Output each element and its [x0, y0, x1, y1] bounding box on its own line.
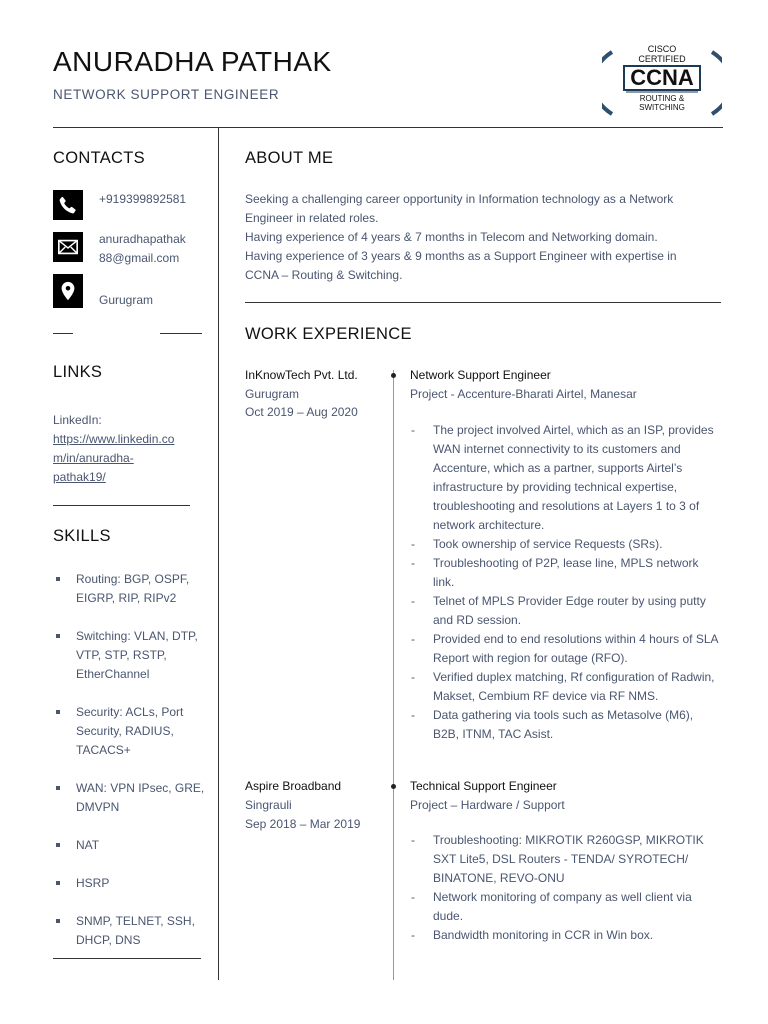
job-project: Project – Hardware / Support — [410, 798, 565, 812]
header-divider — [53, 127, 723, 128]
location-text: Gurugram — [99, 293, 154, 307]
responsibility-item: - Took ownership of service Requests (SRs). — [410, 535, 720, 554]
about-line: Engineer in related roles. — [245, 211, 379, 225]
about-line: Seeking a challenging career opportunity in Information technology as a Network — [245, 192, 674, 206]
phone-icon — [53, 190, 83, 220]
contacts-heading: CONTACTS — [53, 149, 145, 167]
skill-item: NAT — [54, 836, 214, 855]
responsibility-item: - Network monitoring of company as well client via dude. — [410, 888, 720, 926]
job-role: Network Support Engineer — [410, 368, 551, 382]
column-divider — [218, 128, 219, 980]
timeline-dot — [391, 373, 396, 378]
skill-item: HSRP — [54, 874, 214, 893]
linkedin-label: LinkedIn: — [53, 413, 102, 427]
about-text — [245, 190, 725, 285]
links-divider — [53, 505, 190, 506]
job-responsibilities — [410, 831, 720, 945]
job-responsibilities — [410, 421, 720, 744]
job-role: Technical Support Engineer — [410, 779, 557, 793]
about-line: CCNA – Routing & Switching. — [245, 268, 403, 282]
logo-cisco: CISCO — [647, 44, 677, 54]
skills-divider — [53, 958, 201, 959]
about-heading: ABOUT ME — [245, 149, 334, 167]
about-line: Having experience of 3 years & 9 months as a Support Engineer with expertise in — [245, 249, 677, 263]
job-dates: Sep 2018 – Mar 2019 — [245, 817, 361, 831]
responsibility-item: - Troubleshooting of P2P, lease line, MPLS network link. — [410, 554, 720, 592]
skills-heading: SKILLS — [53, 527, 111, 545]
about-line: Having experience of 4 years & 7 months in Telecom and Networking domain. — [245, 230, 658, 244]
responsibility-item: - Troubleshooting: MIKROTIK R260GSP, MIKROTIK SXT Lite5, DSL Routers - TENDA/ SYROTECH/ BINATONE, REVO-ONU — [410, 831, 720, 888]
skill-item: Security: ACLs, Port Security, RADIUS, TACACS+ — [54, 703, 214, 760]
logo-routing: ROUTING & — [639, 94, 685, 103]
responsibility-item: - Data gathering via tools such as Metasolve (M6), B2B, ITNM, TAC Asist. — [410, 706, 720, 744]
email-line-1[interactable]: anuradhapathak — [99, 232, 186, 246]
about-divider — [245, 302, 721, 303]
phone-number[interactable]: +919399892581 — [99, 192, 187, 206]
work-heading: WORK EXPERIENCE — [245, 325, 412, 343]
job-title: NETWORK SUPPORT ENGINEER — [53, 87, 280, 102]
job-dates: Oct 2019 – Aug 2020 — [245, 405, 358, 419]
timeline-line — [393, 370, 394, 980]
responsibility-item: - The project involved Airtel, which as an ISP, provides WAN internet connectivity to its customers and Accenture, which as a partner, supports Airtel’s infrastructure by providing technical expertise, troubleshooting and resolutions at Layers 1 to 3 of network architecture. — [410, 421, 720, 535]
links-heading: LINKS — [53, 363, 103, 381]
email-line-2[interactable]: 88@gmail.com — [99, 251, 180, 265]
contacts-divider-right — [160, 333, 202, 334]
linkedin-url-line-1[interactable]: https://www.linkedin.co — [53, 432, 175, 446]
logo-switching: SWITCHING — [639, 103, 685, 112]
job-company: InKnowTech Pvt. Ltd. — [245, 368, 358, 382]
skill-item: Switching: VLAN, DTP, VTP, STP, RSTP, EtherChannel — [54, 627, 214, 684]
responsibility-item: - Provided end to end resolutions within 4 hours of SLA Report with region for outage (RFO). — [410, 630, 720, 668]
linkedin-url-line-2[interactable]: m/in/anuradha- — [53, 451, 134, 465]
email-icon — [53, 232, 83, 262]
contacts-divider-left — [53, 333, 73, 334]
timeline-dot — [391, 784, 396, 789]
logo-ccna: CCNA — [630, 65, 694, 90]
logo-certified: CERTIFIED — [638, 54, 686, 64]
skill-item: WAN: VPN IPsec, GRE, DMVPN — [54, 779, 214, 817]
job-location: Singrauli — [245, 798, 292, 812]
location-pin-icon — [53, 274, 83, 308]
candidate-name: ANURADHA PATHAK — [53, 46, 332, 77]
responsibility-item: - Bandwidth monitoring in CCR in Win box. — [410, 926, 720, 945]
linkedin-url-line-3[interactable]: pathak19/ — [53, 470, 106, 484]
ccna-logo — [602, 44, 722, 122]
skill-item: Routing: BGP, OSPF, EIGRP, RIP, RIPv2 — [54, 570, 214, 608]
responsibility-item: - Verified duplex matching, Rf configuration of Radwin, Makset, Cembium RF device via RF NMS. — [410, 668, 720, 706]
job-company: Aspire Broadband — [245, 779, 342, 793]
job-location: Gurugram — [245, 387, 300, 401]
responsibility-item: - Telnet of MPLS Provider Edge router by using putty and RD session. — [410, 592, 720, 630]
skill-item: SNMP, TELNET, SSH, DHCP, DNS — [54, 912, 214, 950]
job-project: Project - Accenture-Bharati Airtel, Manesar — [410, 387, 637, 401]
skills-list — [54, 570, 214, 969]
